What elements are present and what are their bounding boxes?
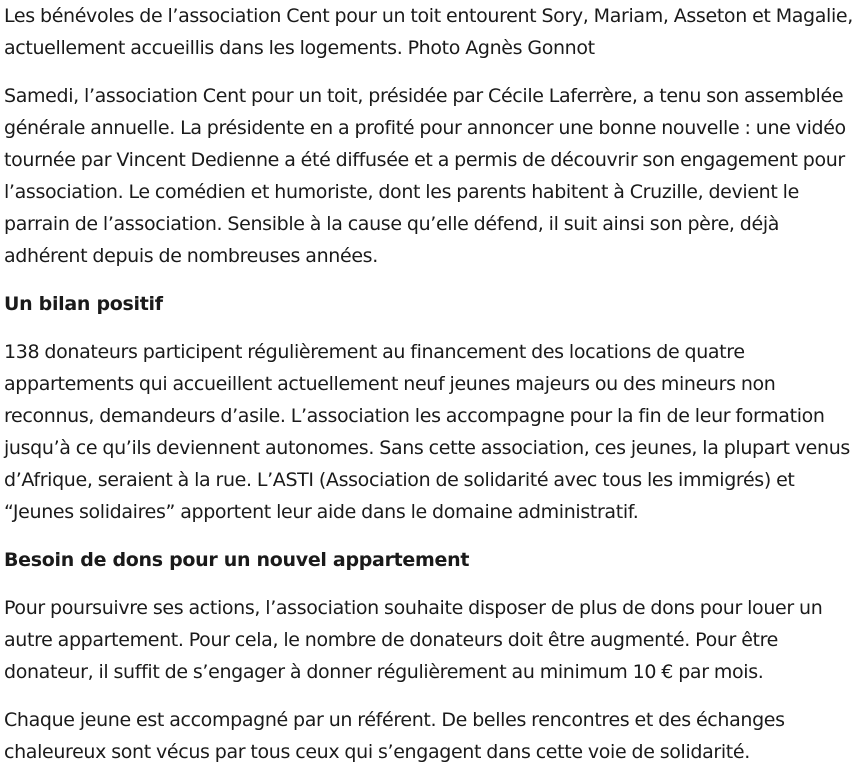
section-heading: Un bilan positif — [4, 293, 163, 315]
spacer — [4, 528, 857, 544]
article-paragraph: 138 donateurs participent régulièrement au financement des locations de quatre appartements qui accueillent actuellement neuf jeunes majeurs ou des mineurs non reconnus, demandeurs d’asile. L’association les accompagne pour la fin de leur formation jusqu’à ce qu’ils deviennent autonomes. Sans cette association, ces jeunes, la plupart venus d’Afrique, seraient à la rue. L’ASTI (Association de solidarité avec tous les immigrés) et “Jeunes solidaires” apportent leur aide dans le domaine administratif. — [4, 341, 850, 523]
article-paragraph: Samedi, l’association Cent pour un toit, présidée par Cécile Laferrère, a tenu son assemblée générale annuelle. La présidente en a profité pour annoncer une bonne nouvelle : une vidéo tournée par Vincent Dedienne a été diffusée et a permis de découvrir son engagement pour l’association. Le comédien et humoriste, dont les parents habitent à Cruzille, devient le parrain de l’association. Sensible à la cause qu’elle défend, il suit ainsi son père, déjà adhérent depuis de nombreuses années. — [4, 85, 846, 267]
spacer — [4, 576, 857, 592]
spacer — [4, 320, 857, 336]
spacer — [4, 64, 857, 80]
article-paragraph: Pour poursuivre ses actions, l’association souhaite disposer de plus de dons pour louer un autre appartement. Pour cela, le nombre de donateurs doit être augmenté. Pour être donateur, il suffit de s’engager à donner régulièrement au minimum 10 € par mois. — [4, 597, 823, 683]
spacer — [4, 688, 857, 704]
photo-caption: Les bénévoles de l’association Cent pour un toit entourent Sory, Mariam, Asseton et Magalie, actuellement accueillis dans les logements. Photo Agnès Gonnot — [4, 5, 853, 59]
spacer — [4, 272, 857, 288]
article-paragraph: Chaque jeune est accompagné par un référent. De belles rencontres et des échanges chaleureux sont vécus par tous ceux qui s’engagent dans cette voie de solidarité. — [4, 709, 785, 763]
section-heading: Besoin de dons pour un nouvel appartement — [4, 549, 470, 571]
